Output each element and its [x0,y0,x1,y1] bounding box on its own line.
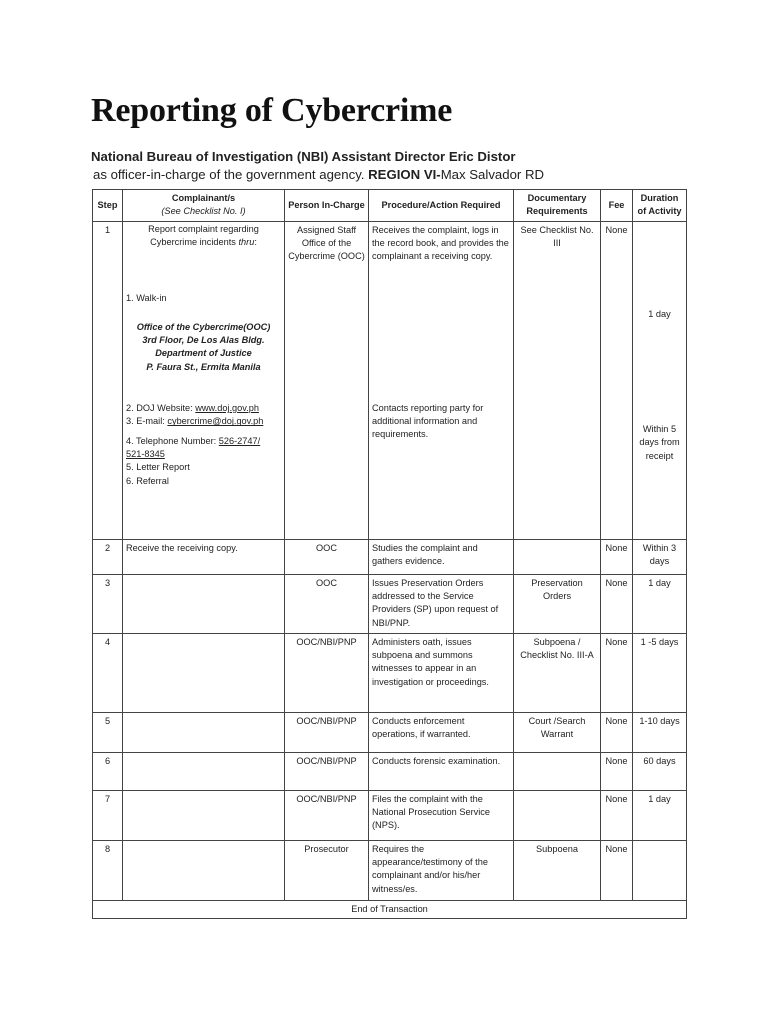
duration-cell [633,221,687,539]
table-row [93,840,687,900]
header-complainant-sub: (See Checklist No. I) [161,206,246,217]
procedure-contact: Contacts reporting party for additional information and requirements. [372,402,484,440]
duration-cell: 1-10 days [633,712,687,752]
fee-cell: None [601,712,633,752]
walk-in-option: 1. Walk-in [126,293,167,304]
subtitle-region-name: Max Salvador RD [440,167,545,182]
duration-contact: Within 5 days from receipt [639,424,680,461]
procedure-receive: Receives the complaint, logs in the record book, and provides the complainant a receiving copy. [372,224,509,262]
duration-cell: 1 -5 days [633,633,687,712]
duration-walk-in: 1 day [648,308,671,319]
procedure-cell: Files the complaint with the National Prosecution Service (NPS). [369,790,514,840]
intro-colon: : [254,237,257,248]
step-cell: 4 [93,633,123,712]
docs-cell: Preservation Orders [514,574,601,633]
fee-cell: None [601,752,633,790]
fee-cell: None [601,840,633,900]
procedure-cell: Issues Preservation Orders addressed to the Service Providers (SP) upon request of NBI/PNP. [369,574,514,633]
step-cell: 6 [93,752,123,790]
intro-thru: thru [238,237,255,248]
header-fee: Fee [601,190,633,222]
fee-cell: None [601,633,633,712]
end-row [93,900,687,918]
office-line: Office of the Cybercrime(OOC) [136,321,271,332]
email-label: 3. E-mail: [126,416,165,427]
complainant-intro [126,223,281,250]
header-docs: Documentary Requirements [514,190,601,222]
fee-cell: None [601,790,633,840]
office-address [126,321,281,374]
person-cell: OOC/NBI/PNP [285,633,369,712]
header-person: Person In-Charge [285,190,369,222]
complainant-cell [123,221,285,539]
docs-cell: Subpoena / Checklist No. III-A [514,633,601,712]
office-line: P. Faura St., Ermita Manila [146,361,261,372]
person-cell: OOC [285,539,369,574]
table-row [93,752,687,790]
duration-cell: 1 day [633,574,687,633]
table-row [93,574,687,633]
website-label: 2. DOJ Website: [126,403,193,414]
fee-cell: None [601,574,633,633]
complainant-cell [123,574,285,633]
table-row [93,539,687,574]
website-option [126,402,281,415]
step-cell: 1 [93,221,123,539]
docs-cell: See Checklist No. III [514,221,601,539]
subtitle-region: REGION VI- [368,167,441,182]
table-row [93,633,687,712]
complainant-cell [123,840,285,900]
person-cell: Assigned Staff Office of the Cybercrime (OOC) [285,221,369,539]
subtitle-agency: National Bureau of Investigation (NBI) Assistant Director Eric Distor [91,149,516,164]
docs-cell [514,539,601,574]
person-cell: OOC/NBI/PNP [285,752,369,790]
letter-option: 5. Letter Report [126,462,190,473]
header-complainant [123,190,285,222]
complainant-cell [123,712,285,752]
phone-option [126,435,281,462]
docs-cell: Subpoena [514,840,601,900]
duration-cell [633,840,687,900]
end-of-transaction: End of Transaction [93,900,687,918]
complainant-cell [123,752,285,790]
docs-cell [514,752,601,790]
docs-cell: Court /Search Warrant [514,712,601,752]
step-cell: 5 [93,712,123,752]
page-title: Reporting of Cybercrime [91,92,453,129]
table-row [93,790,687,840]
email-link[interactable]: cybercrime@doj.gov.ph [167,416,264,427]
website-link[interactable]: www.doj.gov.ph [195,403,259,414]
complainant-cell: Receive the receiving copy. [123,539,285,574]
person-cell: OOC [285,574,369,633]
fee-cell: None [601,539,633,574]
procedure-cell: Studies the complaint and gathers evidence. [369,539,514,574]
duration-cell: 60 days [633,752,687,790]
phone-label: 4. Telephone Number: [126,435,217,446]
fee-cell: None [601,221,633,539]
header-duration: Duration of Activity [633,190,687,222]
person-cell: Prosecutor [285,840,369,900]
complainant-cell [123,633,285,712]
procedure-cell: Conducts enforcement operations, if warranted. [369,712,514,752]
subtitle-officer [93,167,544,182]
intro-text: Report complaint regarding Cybercrime incidents [148,223,259,248]
header-procedure: Procedure/Action Required [369,190,514,222]
step-cell: 8 [93,840,123,900]
step-cell: 2 [93,539,123,574]
office-line: 3rd Floor, De Los Alas Bldg. [142,335,265,346]
procedure-cell: Conducts forensic examination. [369,752,514,790]
procedure-cell: Administers oath, issues subpoena and summons witnesses to appear in an investigation or proceedings. [369,633,514,712]
table-row [93,221,687,539]
duration-cell: 1 day [633,790,687,840]
header-step: Step [93,190,123,222]
person-cell: OOC/NBI/PNP [285,712,369,752]
duration-cell: Within 3 days [633,539,687,574]
referral-option: 6. Referral [126,475,169,486]
procedure-cell [369,221,514,539]
header-complainant-label: Complainant/s [171,193,236,203]
procedure-cell: Requires the appearance/testimony of the complainant and/or his/her witness/es. [369,840,514,900]
email-option [126,415,281,428]
table-row [93,712,687,752]
procedure-table [92,189,687,919]
step-cell: 7 [93,790,123,840]
office-line: Department of Justice [155,348,252,359]
phone-number: 526-2747/ 521-8345 [126,435,261,460]
complainant-cell [123,790,285,840]
step-cell: 3 [93,574,123,633]
docs-cell [514,790,601,840]
subtitle-officer-text: as officer-in-charge of the government agency. [93,167,369,182]
person-cell: OOC/NBI/PNP [285,790,369,840]
table-header-row [93,190,687,222]
